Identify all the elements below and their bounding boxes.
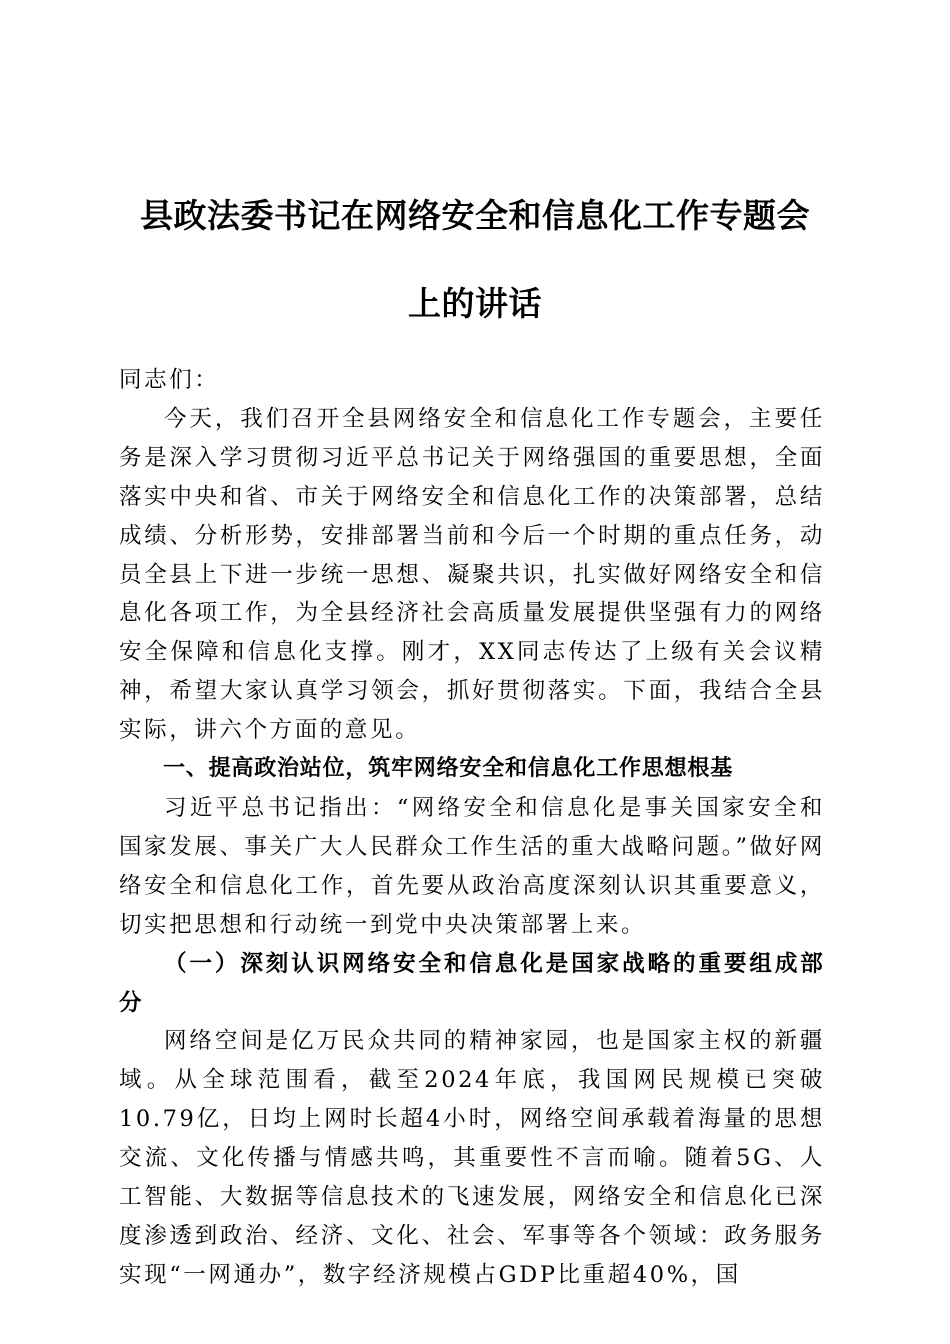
title-line-2: 上的讲话 — [408, 284, 542, 324]
salutation: 同志们： — [119, 367, 220, 393]
title-line-1: 县政法委书记在网络安全和信息化工作专题会 — [140, 196, 810, 236]
intro-paragraph: 今天，我们召开全县网络安全和信息化工作专题会，主要任务是深入学习贯彻习近平总书记关于网络强国的重要思想，全面落实中央和省、市关于网络安全和信息化工作的决策部署，总结成绩、分析形势，安排部署当前和今后一个时期的重点任务，动员全县上下进一步统一思想、凝聚共识，扎实做好网络安全和信息化各项工作，为全县经济社会高质量发展提供坚强有力的网络安全保障和信息化支撑。刚才，XX同志传达了上级有关会议精神，希望大家认真学习领会，抓好贯彻落实。下面，我结合全县实际，讲六个方面的意见。 — [119, 405, 825, 744]
section-1-heading: 一、提高政治站位，筑牢网络安全和信息化工作思想根基 — [163, 756, 734, 782]
subsection-1-heading: （一）深刻认识网络安全和信息化是国家战略的重要组成部分 — [119, 950, 825, 1016]
document-title — [0, 172, 950, 348]
document-body — [119, 361, 825, 1295]
subsection-1-paragraph: 网络空间是亿万民众共同的精神家园，也是国家主权的新疆域。从全球范围看，截至2024年底，我国网民规模已突破10.79亿，日均上网时长超4小时，网络空间承载着海量的思想交流、文化传播与情感共鸣，其重要性不言而喻。随着5G、人工智能、大数据等信息技术的飞速发展，网络安全和信息化已深度渗透到政治、经济、文化、社会、军事等各个领域：政务服务实现“一网通办”，数字经济规模占GDP比重超40%，国 — [119, 1028, 825, 1288]
section-1-paragraph: 习近平总书记指出：“网络安全和信息化是事关国家安全和国家发展、事关广大人民群众工作生活的重大战略问题。”做好网络安全和信息化工作，首先要从政治高度深刻认识其重要意义，切实把思想和行动统一到党中央决策部署上来。 — [119, 794, 825, 938]
